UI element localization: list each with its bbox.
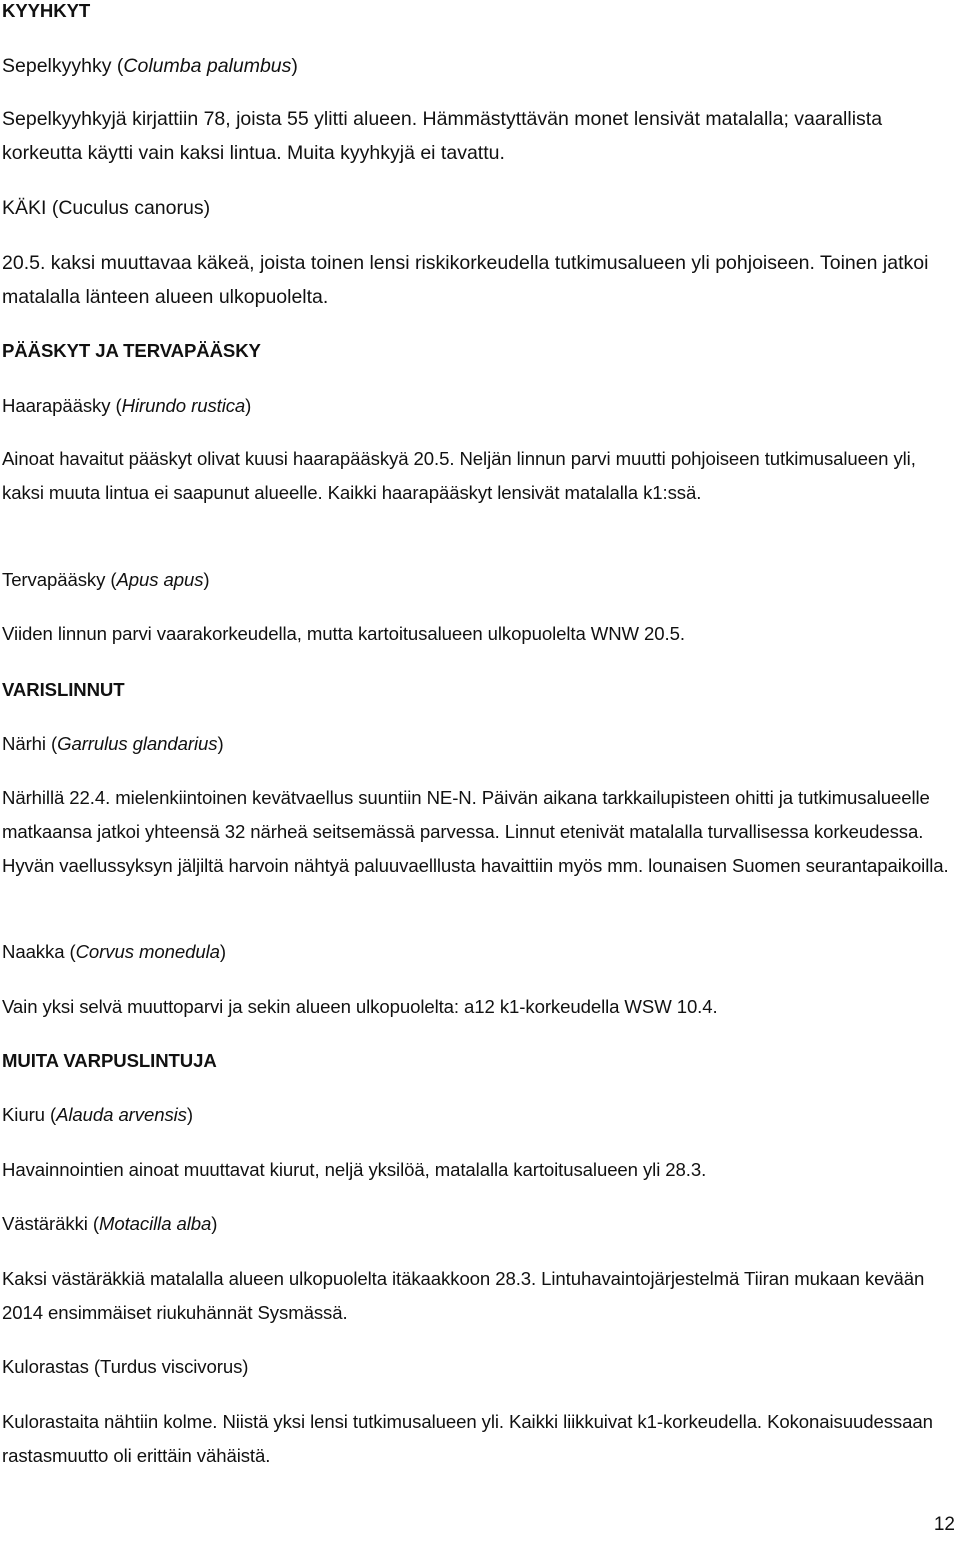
species-kiuru: Kiuru (Alauda arvensis): [2, 1104, 193, 1125]
latin-name: Hirundo rustica: [121, 395, 246, 416]
species-tervapaasky: Tervapääsky (Apus apus): [2, 569, 210, 590]
heading-varpuslinnut: MUITA VARPUSLINTUJA: [2, 1050, 217, 1071]
latin-name: Apus apus: [116, 569, 204, 590]
heading-paaskyt: PÄÄSKYT JA TERVAPÄÄSKY: [2, 340, 261, 361]
paragraph-naakka: Vain yksi selvä muuttoparvi ja sekin alueen ulkopuolelta: a12 k1-korkeudella WSW 10.4.: [2, 996, 718, 1017]
heading-kyyhkyt: KYYHKYT: [2, 0, 91, 21]
page-number: 12: [933, 1514, 955, 1535]
latin-name: Corvus monedula: [75, 941, 220, 962]
paragraph-narhi: Närhillä 22.4. mielenkiintoinen kevätvaellus suuntiin NE-N. Päivän aikana tarkkailupisteen ohitti ja tutkimusalueelle matkaansa jatkoi yhteensä 32 närheä seitsemässä parvessa. Linnut etenivät matalalla turvallisessa korkeudessa. Hyvän vaellussyksyn jäljiltä harvoin nähtyä paluuvaelllusta havaittiin myös mm. lounaisen Suomen seurantapaikoilla.: [2, 787, 949, 876]
latin-name: Motacilla alba: [98, 1213, 212, 1234]
paragraph-kiuru: Havainnointien ainoat muuttavat kiurut, neljä yksilöä, matalalla kartoitusalueen yli 28.3.: [2, 1159, 707, 1180]
latin-name: Garrulus glandarius: [57, 733, 218, 754]
species-sepelkyyhky: Sepelkyyhky (Columba palumbus): [2, 55, 298, 77]
paragraph-vastarakki: Kaksi västäräkkiä matalalla alueen ulkopuolelta itäkaakkoon 28.3. Lintuhavaintojärjestelmä Tiiran mukaan kevään 2014 ensimmäiset riukuhännät Sysmässä.: [2, 1268, 925, 1323]
species-kulorastas: Kulorastas (Turdus viscivorus): [2, 1356, 249, 1377]
species-vastarakki: Västäräkki (Motacilla alba): [2, 1213, 218, 1234]
latin-name: Alauda arvensis: [56, 1104, 187, 1125]
heading-kaki: KÄKI (Cuculus canorus): [2, 197, 211, 219]
paragraph-sepelkyyhky: Sepelkyyhkyjä kirjattiin 78, joista 55 ylitti alueen. Hämmästyttävän monet lensivät matalalla; vaarallista korkeutta käytti vain kaksi lintua. Muita kyyhkyjä ei tavattu.: [2, 108, 883, 164]
paragraph-kaki: 20.5. kaksi muuttavaa käkeä, joista toinen lensi riskikorkeudella tutkimusalueen yli pohjoiseen. Toinen jatkoi matalalla länteen alueen ulkopuolelta.: [2, 252, 929, 308]
paragraph-kulorastas: Kulorastaita nähtiin kolme. Niistä yksi lensi tutkimusalueen yli. Kaikki liikkuivat k1-korkeudella. Kokonaisuudessaan rastasmuutto oli erittäin vähäistä.: [2, 1411, 933, 1466]
latin-name: Columba palumbus: [123, 55, 292, 77]
paragraph-tervapaasky: Viiden linnun parvi vaarakorkeudella, mutta kartoitusalueen ulkopuolelta WNW 20.5.: [2, 623, 685, 644]
species-haarapaasky: Haarapääsky (Hirundo rustica): [2, 395, 252, 416]
species-naakka: Naakka (Corvus monedula): [2, 941, 226, 962]
paragraph-haarapaasky: Ainoat havaitut pääskyt olivat kuusi haarapääskyä 20.5. Neljän linnun parvi muutti pohjoiseen tutkimusalueen yli, kaksi muuta lintua ei saapunut alueelle. Kaikki haarapääskyt lensivät matalalla k1:ssä.: [2, 448, 916, 503]
heading-varislinnut: VARISLINNUT: [2, 679, 125, 700]
species-narhi: Närhi (Garrulus glandarius): [2, 733, 224, 754]
